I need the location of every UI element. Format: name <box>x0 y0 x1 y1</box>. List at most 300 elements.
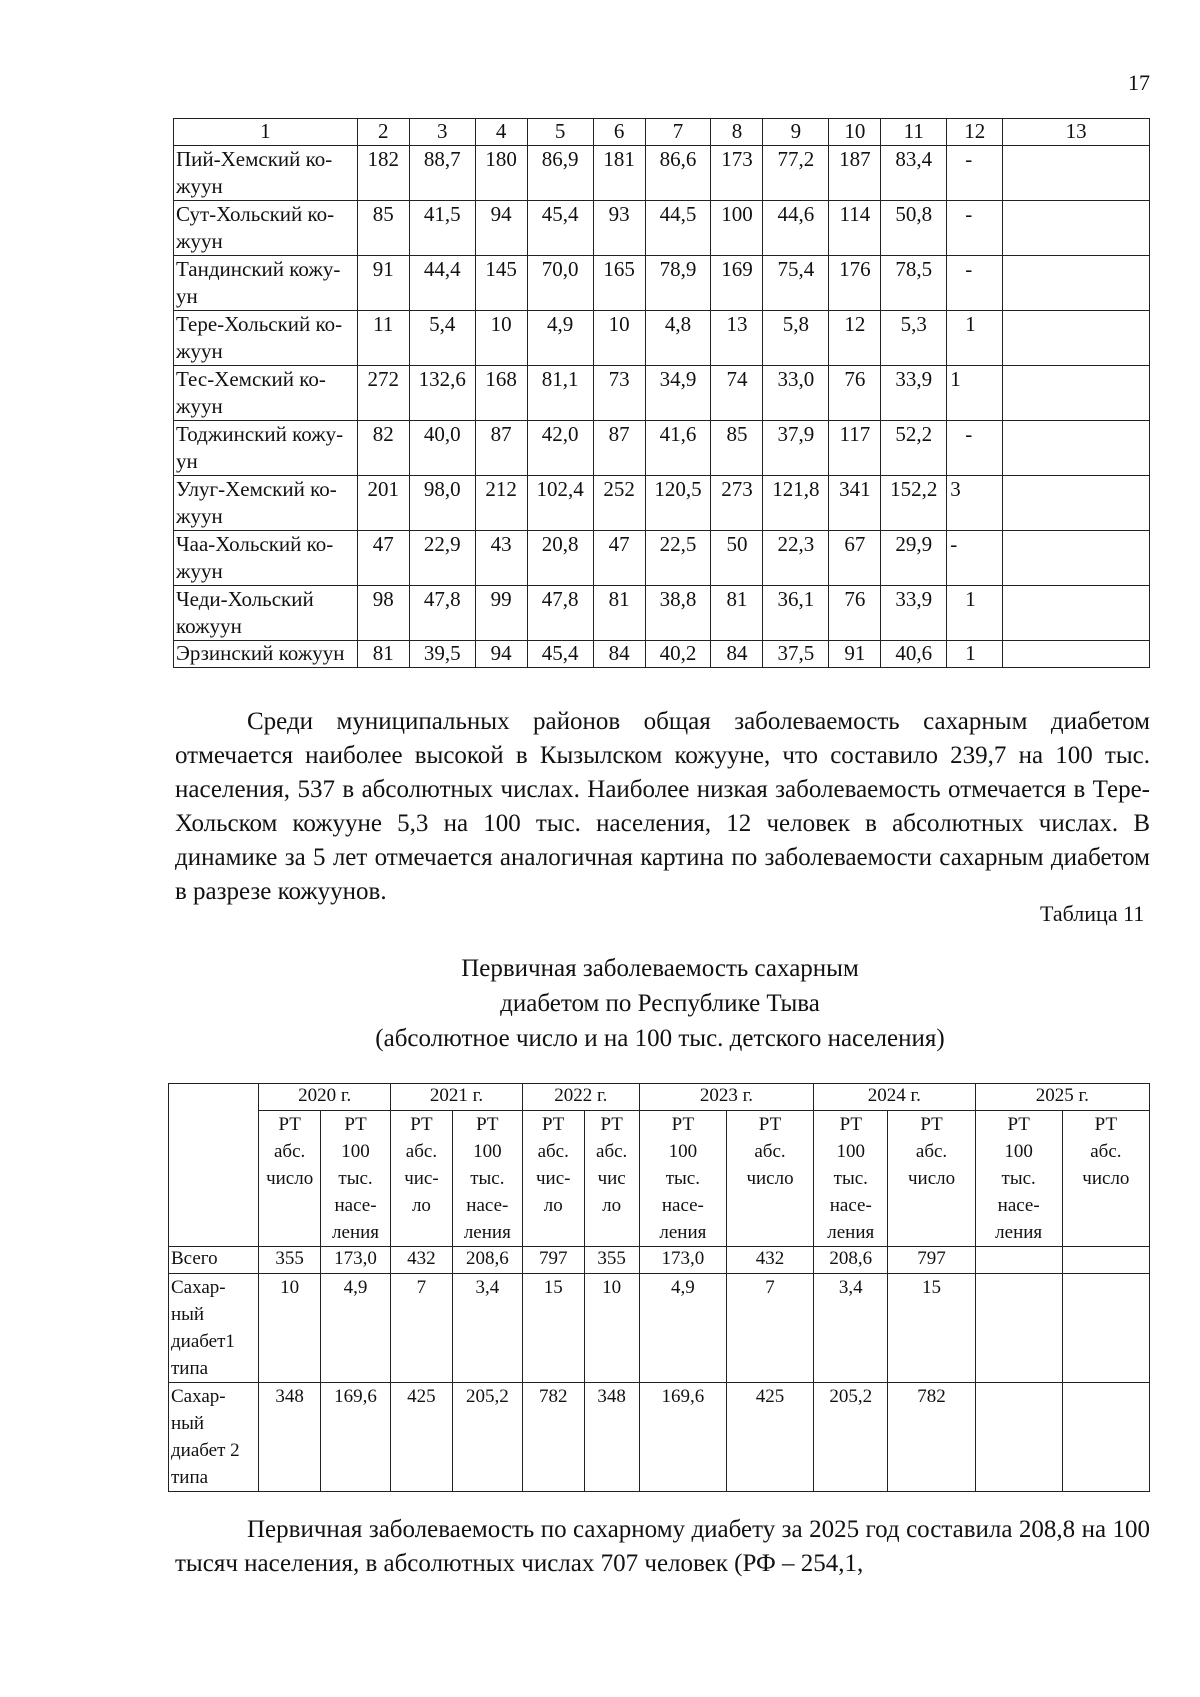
district-name-cell <box>174 531 358 586</box>
value-cell: 182 <box>357 146 409 201</box>
cell-line: ный <box>171 1413 205 1434</box>
value-cell: 205,2 <box>814 1383 888 1492</box>
header-cell: 9 <box>763 119 829 146</box>
cell-line: ун <box>176 284 198 308</box>
cell-line: жуун <box>176 559 223 583</box>
value-cell: 50 <box>711 531 763 586</box>
district-name-cell <box>174 641 358 668</box>
cell-line: РТ <box>920 1114 943 1135</box>
value-cell: 432 <box>726 1247 813 1274</box>
value-cell: 132,6 <box>409 366 475 421</box>
subheader-cell <box>1062 1111 1149 1247</box>
cell-line: абс. <box>1090 1141 1122 1162</box>
value-cell: 85 <box>357 201 409 256</box>
cell-line: Тоджинский кожу- <box>176 422 344 446</box>
cell-line: РТ <box>600 1114 623 1135</box>
cell-line: Сахар- <box>171 1386 226 1407</box>
value-cell: 208,6 <box>452 1247 522 1274</box>
value-cell: 121,8 <box>763 476 829 531</box>
value-cell: 12 <box>829 311 881 366</box>
cell-line: тыс. <box>1001 1168 1036 1189</box>
subheader-cell <box>584 1111 639 1247</box>
subheader-cell <box>391 1111 453 1247</box>
cell-line: 100 <box>473 1141 502 1162</box>
cell-line: абс. <box>915 1141 948 1162</box>
value-cell: 273 <box>711 476 763 531</box>
table-row <box>169 1274 1150 1383</box>
value-cell: 5,8 <box>763 311 829 366</box>
cell-line: типа <box>171 1358 209 1379</box>
cell-line: число <box>1082 1168 1130 1189</box>
value-cell: 7 <box>391 1274 453 1383</box>
cell-line: Чаа-Хольский ко- <box>176 532 334 556</box>
value-cell: 93 <box>593 201 645 256</box>
cell-line: жуун <box>176 229 223 253</box>
value-cell: 168 <box>475 366 527 421</box>
value-cell: 797 <box>888 1247 975 1274</box>
value-cell: - <box>947 146 1003 201</box>
value-cell: 4,9 <box>320 1274 390 1383</box>
value-cell: 5,3 <box>881 311 947 366</box>
value-cell: 176 <box>829 256 881 311</box>
value-cell: 348 <box>259 1383 321 1492</box>
value-cell <box>975 1247 1062 1274</box>
value-cell: 5,4 <box>409 311 475 366</box>
paragraph-district-summary: Среди муниципальных районов общая заболеваемость сахарным диабетом отмечается наиболее высокой в Кызылском кожууне, что составило 239,7 на 100 тыс. населения, 537 в абсолютных числах. Наиболее низкая заболеваемость отмечается в Тере-Хольском кожууне 5,3 на 100 тыс. населения, 12 человек в абсолютных числах. В динамике за 5 лет отмечается аналогичная картина по заболеваемости сахарным диабетом в разрезе кожуунов. <box>175 708 1150 905</box>
value-cell <box>1003 586 1150 641</box>
value-cell <box>1062 1274 1149 1383</box>
value-cell: 4,9 <box>639 1274 726 1383</box>
header-cell: 7 <box>645 119 711 146</box>
cell-line: чис- <box>535 1168 571 1189</box>
value-cell: 173,0 <box>639 1247 726 1274</box>
value-cell: 252 <box>593 476 645 531</box>
cell-line: ло <box>602 1195 622 1216</box>
cell-line: Тес-Хемский ко- <box>176 367 326 391</box>
value-cell: 76 <box>829 366 881 421</box>
value-cell: 41,6 <box>645 421 711 476</box>
subheader-cell <box>814 1111 888 1247</box>
value-cell: 91 <box>829 641 881 668</box>
subheader-cell <box>320 1111 390 1247</box>
value-cell: 10 <box>475 311 527 366</box>
value-cell: 15 <box>522 1274 584 1383</box>
header-cell: 2 <box>357 119 409 146</box>
value-cell: 348 <box>584 1383 639 1492</box>
value-cell: 180 <box>475 146 527 201</box>
value-cell: 20,8 <box>527 531 593 586</box>
cell-line: диабет 2 <box>171 1440 240 1461</box>
value-cell: 47,8 <box>409 586 475 641</box>
cell-line: ления <box>332 1222 380 1243</box>
value-cell: 40,2 <box>645 641 711 668</box>
cell-line: число <box>907 1168 956 1189</box>
cell-line: РТ <box>758 1114 782 1135</box>
cell-line: тыс. <box>833 1168 868 1189</box>
subheader-cell <box>975 1111 1062 1247</box>
cell-line: Всего <box>171 1248 218 1269</box>
cell-line: абс. <box>274 1141 306 1162</box>
value-cell: 29,9 <box>881 531 947 586</box>
value-cell: 3,4 <box>814 1274 888 1383</box>
value-cell: 94 <box>475 641 527 668</box>
table-row <box>169 1247 1150 1274</box>
value-cell: 43 <box>475 531 527 586</box>
cell-line: Пий-Хемский ко- <box>176 147 333 171</box>
table-row <box>174 146 1150 201</box>
header-cell: 8 <box>711 119 763 146</box>
cell-line: РТ <box>344 1114 367 1135</box>
subheader-cell <box>259 1111 321 1247</box>
value-cell: 73 <box>593 366 645 421</box>
header-cell: 1 <box>174 119 358 146</box>
cell-line: РТ <box>410 1114 433 1135</box>
corner-cell <box>169 1084 259 1247</box>
cell-line: Тандинский кожу- <box>176 257 341 281</box>
header-cell: 6 <box>593 119 645 146</box>
year-header-cell: 2023 г. <box>639 1084 813 1111</box>
value-cell: 76 <box>829 586 881 641</box>
cell-line: насе- <box>829 1195 872 1216</box>
value-cell: 33,9 <box>881 586 947 641</box>
table-row <box>174 311 1150 366</box>
value-cell: 145 <box>475 256 527 311</box>
value-cell: 45,4 <box>527 641 593 668</box>
value-cell: 86,6 <box>645 146 711 201</box>
value-cell: 40,6 <box>881 641 947 668</box>
subheader-cell <box>726 1111 813 1247</box>
value-cell <box>975 1383 1062 1492</box>
value-cell: 10 <box>259 1274 321 1383</box>
value-cell: 4,9 <box>527 311 593 366</box>
table-title-line-2: диабетом по Республике Тыва <box>500 990 820 1017</box>
table-row <box>174 256 1150 311</box>
value-cell: 120,5 <box>645 476 711 531</box>
value-cell: 33,0 <box>763 366 829 421</box>
cell-line: Сахар- <box>171 1277 226 1298</box>
table-row <box>174 586 1150 641</box>
value-cell: 37,5 <box>763 641 829 668</box>
value-cell: 797 <box>522 1247 584 1274</box>
value-cell <box>1003 366 1150 421</box>
value-cell: 117 <box>829 421 881 476</box>
cell-line: кожуун <box>176 614 242 638</box>
value-cell: - <box>947 421 1003 476</box>
value-cell: 1 <box>947 311 1003 366</box>
cell-line: типа <box>171 1467 209 1488</box>
cell-line: насе- <box>466 1195 509 1216</box>
value-cell: 169,6 <box>320 1383 390 1492</box>
district-name-cell <box>174 586 358 641</box>
table-row <box>174 421 1150 476</box>
value-cell: 44,5 <box>645 201 711 256</box>
cell-line: ления <box>995 1222 1043 1243</box>
cell-line: жуун <box>176 174 223 198</box>
value-cell: 425 <box>726 1383 813 1492</box>
value-cell: 11 <box>357 311 409 366</box>
table-row <box>174 366 1150 421</box>
cell-line: 100 <box>836 1141 866 1162</box>
cell-line: ло <box>411 1195 431 1216</box>
cell-line: ления <box>827 1222 875 1243</box>
value-cell: 782 <box>522 1383 584 1492</box>
cell-line: РТ <box>1007 1114 1030 1135</box>
value-cell: 341 <box>829 476 881 531</box>
cell-line: насе- <box>334 1195 377 1216</box>
header-cell: 12 <box>947 119 1003 146</box>
header-cell: 10 <box>829 119 881 146</box>
value-cell: 84 <box>711 641 763 668</box>
value-cell: 425 <box>391 1383 453 1492</box>
cell-line: 100 <box>668 1141 698 1162</box>
cell-line: число <box>266 1168 314 1189</box>
value-cell: 22,9 <box>409 531 475 586</box>
value-cell: - <box>947 201 1003 256</box>
value-cell <box>1003 311 1150 366</box>
value-cell: 13 <box>711 311 763 366</box>
value-cell: 99 <box>475 586 527 641</box>
value-cell: 208,6 <box>814 1247 888 1274</box>
table-row <box>174 641 1150 668</box>
cell-line: диабет1 <box>171 1331 235 1352</box>
value-cell: 38,8 <box>645 586 711 641</box>
cell-line: насе- <box>997 1195 1040 1216</box>
cell-line: чис <box>597 1168 626 1189</box>
district-incidence-table <box>173 118 1150 668</box>
value-cell <box>975 1274 1062 1383</box>
cell-line: Тере-Хольский ко- <box>176 312 343 336</box>
header-row <box>174 119 1150 146</box>
cell-line: РТ <box>671 1114 695 1135</box>
cell-line: Сут-Хольский ко- <box>176 202 335 226</box>
cell-line: тыс. <box>470 1168 505 1189</box>
value-cell: 70,0 <box>527 256 593 311</box>
value-cell: 88,7 <box>409 146 475 201</box>
primary-incidence-table <box>168 1083 1150 1492</box>
cell-line: ный <box>171 1304 205 1325</box>
value-cell: 100 <box>711 201 763 256</box>
subheader-cell <box>888 1111 975 1247</box>
value-cell: 41,5 <box>409 201 475 256</box>
cell-line: Чеди-Хольский <box>176 587 314 611</box>
value-cell: 81 <box>593 586 645 641</box>
district-name-cell <box>174 146 358 201</box>
cell-line: тыс. <box>665 1168 700 1189</box>
subheader-cell <box>639 1111 726 1247</box>
value-cell <box>1003 421 1150 476</box>
value-cell <box>1003 201 1150 256</box>
cell-line: ун <box>176 449 198 473</box>
value-cell: 81 <box>711 586 763 641</box>
paragraph-primary-summary: Первичная заболеваемость по сахарному диабету за 2025 год составила 208,8 на 100 тысяч населения, в абсолютных числах 707 человек (РФ – 254,1, <box>175 1516 1150 1577</box>
value-cell: 47 <box>593 531 645 586</box>
cell-line: абс. <box>537 1141 569 1162</box>
value-cell: 42,0 <box>527 421 593 476</box>
value-cell: 152,2 <box>881 476 947 531</box>
year-header-cell: 2024 г. <box>814 1084 976 1111</box>
value-cell: 201 <box>357 476 409 531</box>
value-cell: 1 <box>947 366 1003 421</box>
value-cell: 10 <box>584 1274 639 1383</box>
table-caption: Таблица 11 <box>1040 901 1145 926</box>
cell-line: Улуг-Хемский ко- <box>176 477 337 501</box>
value-cell: 44,4 <box>409 256 475 311</box>
district-name-cell <box>174 421 358 476</box>
year-header-cell: 2020 г. <box>259 1084 391 1111</box>
value-cell <box>1003 146 1150 201</box>
value-cell: 50,8 <box>881 201 947 256</box>
value-cell: 169 <box>711 256 763 311</box>
value-cell: 98 <box>357 586 409 641</box>
value-cell: 74 <box>711 366 763 421</box>
header-cell: 4 <box>475 119 527 146</box>
value-cell: 36,1 <box>763 586 829 641</box>
value-cell: 4,8 <box>645 311 711 366</box>
cell-line: 100 <box>341 1141 370 1162</box>
value-cell <box>1003 256 1150 311</box>
value-cell: 94 <box>475 201 527 256</box>
years-row <box>169 1084 1150 1111</box>
value-cell: - <box>947 256 1003 311</box>
value-cell: 3 <box>947 476 1003 531</box>
value-cell: 87 <box>593 421 645 476</box>
value-cell: 85 <box>711 421 763 476</box>
year-header-cell: 2021 г. <box>391 1084 523 1111</box>
value-cell: 81 <box>357 641 409 668</box>
cell-line: ло <box>543 1195 563 1216</box>
value-cell: 39,5 <box>409 641 475 668</box>
value-cell: 84 <box>593 641 645 668</box>
value-cell: 47,8 <box>527 586 593 641</box>
table-row <box>174 531 1150 586</box>
row-label-cell <box>169 1274 259 1383</box>
value-cell: 165 <box>593 256 645 311</box>
subheader-row <box>169 1111 1150 1247</box>
district-name-cell <box>174 366 358 421</box>
district-name-cell <box>174 201 358 256</box>
value-cell <box>1003 641 1150 668</box>
district-name-cell <box>174 311 358 366</box>
row-label-cell <box>169 1383 259 1492</box>
subheader-cell <box>522 1111 584 1247</box>
value-cell: 52,2 <box>881 421 947 476</box>
cell-line: чис- <box>404 1168 439 1189</box>
value-cell: 77,2 <box>763 146 829 201</box>
value-cell: 40,0 <box>409 421 475 476</box>
value-cell: 33,9 <box>881 366 947 421</box>
value-cell <box>1003 531 1150 586</box>
page-number: 17 <box>1128 70 1150 95</box>
value-cell: 75,4 <box>763 256 829 311</box>
value-cell: 98,0 <box>409 476 475 531</box>
value-cell: 87 <box>475 421 527 476</box>
value-cell: 45,4 <box>527 201 593 256</box>
cell-line: РТ <box>839 1114 862 1135</box>
value-cell <box>1003 476 1150 531</box>
value-cell: 1 <box>947 586 1003 641</box>
cell-line: жуун <box>176 339 223 363</box>
value-cell: 169,6 <box>639 1383 726 1492</box>
value-cell: 187 <box>829 146 881 201</box>
table-title-line-3: (абсолютное число и на 100 тыс. детского населения) <box>375 1025 945 1052</box>
table-row <box>174 201 1150 256</box>
cell-line: РТ <box>476 1114 499 1135</box>
value-cell: 173,0 <box>320 1247 390 1274</box>
value-cell: - <box>947 531 1003 586</box>
value-cell: 22,5 <box>645 531 711 586</box>
value-cell: 212 <box>475 476 527 531</box>
value-cell: 82 <box>357 421 409 476</box>
value-cell: 67 <box>829 531 881 586</box>
row-label-cell <box>169 1247 259 1274</box>
cell-line: Эрзинский кожуун <box>176 641 345 665</box>
cell-line: 100 <box>1004 1141 1033 1162</box>
cell-line: абс. <box>405 1141 438 1162</box>
value-cell: 3,4 <box>452 1274 522 1383</box>
cell-line: абс. <box>754 1141 786 1162</box>
value-cell: 83,4 <box>881 146 947 201</box>
year-header-cell: 2022 г. <box>522 1084 639 1111</box>
value-cell: 86,9 <box>527 146 593 201</box>
value-cell: 1 <box>947 641 1003 668</box>
cell-line: РТ <box>278 1114 301 1135</box>
value-cell: 44,6 <box>763 201 829 256</box>
value-cell <box>1062 1247 1149 1274</box>
cell-line: РТ <box>542 1114 565 1135</box>
cell-line: насе- <box>661 1195 704 1216</box>
cell-line: ления <box>659 1222 707 1243</box>
header-cell: 13 <box>1003 119 1150 146</box>
value-cell: 205,2 <box>452 1383 522 1492</box>
value-cell: 34,9 <box>645 366 711 421</box>
value-cell: 782 <box>888 1383 975 1492</box>
cell-line: число <box>746 1168 794 1189</box>
header-cell: 3 <box>409 119 475 146</box>
district-name-cell <box>174 256 358 311</box>
cell-line: абс. <box>596 1141 628 1162</box>
value-cell: 37,9 <box>763 421 829 476</box>
cell-line: ления <box>463 1222 511 1243</box>
header-cell: 11 <box>881 119 947 146</box>
value-cell <box>1062 1383 1149 1492</box>
cell-line: тыс. <box>338 1168 373 1189</box>
value-cell: 355 <box>584 1247 639 1274</box>
table-row <box>169 1383 1150 1492</box>
district-name-cell <box>174 476 358 531</box>
header-cell: 5 <box>527 119 593 146</box>
cell-line: РТ <box>1094 1114 1118 1135</box>
value-cell: 78,5 <box>881 256 947 311</box>
value-cell: 355 <box>259 1247 321 1274</box>
value-cell: 81,1 <box>527 366 593 421</box>
value-cell: 47 <box>357 531 409 586</box>
value-cell: 78,9 <box>645 256 711 311</box>
value-cell: 432 <box>391 1247 453 1274</box>
value-cell: 173 <box>711 146 763 201</box>
year-header-cell: 2025 г. <box>975 1084 1149 1111</box>
value-cell: 10 <box>593 311 645 366</box>
table-row <box>174 476 1150 531</box>
cell-line: жуун <box>176 394 223 418</box>
cell-line: жуун <box>176 504 223 528</box>
value-cell: 22,3 <box>763 531 829 586</box>
subheader-cell <box>452 1111 522 1247</box>
value-cell: 181 <box>593 146 645 201</box>
value-cell: 114 <box>829 201 881 256</box>
value-cell: 7 <box>726 1274 813 1383</box>
value-cell: 91 <box>357 256 409 311</box>
table-title-line-1: Первичная заболеваемость сахарным <box>461 955 859 982</box>
